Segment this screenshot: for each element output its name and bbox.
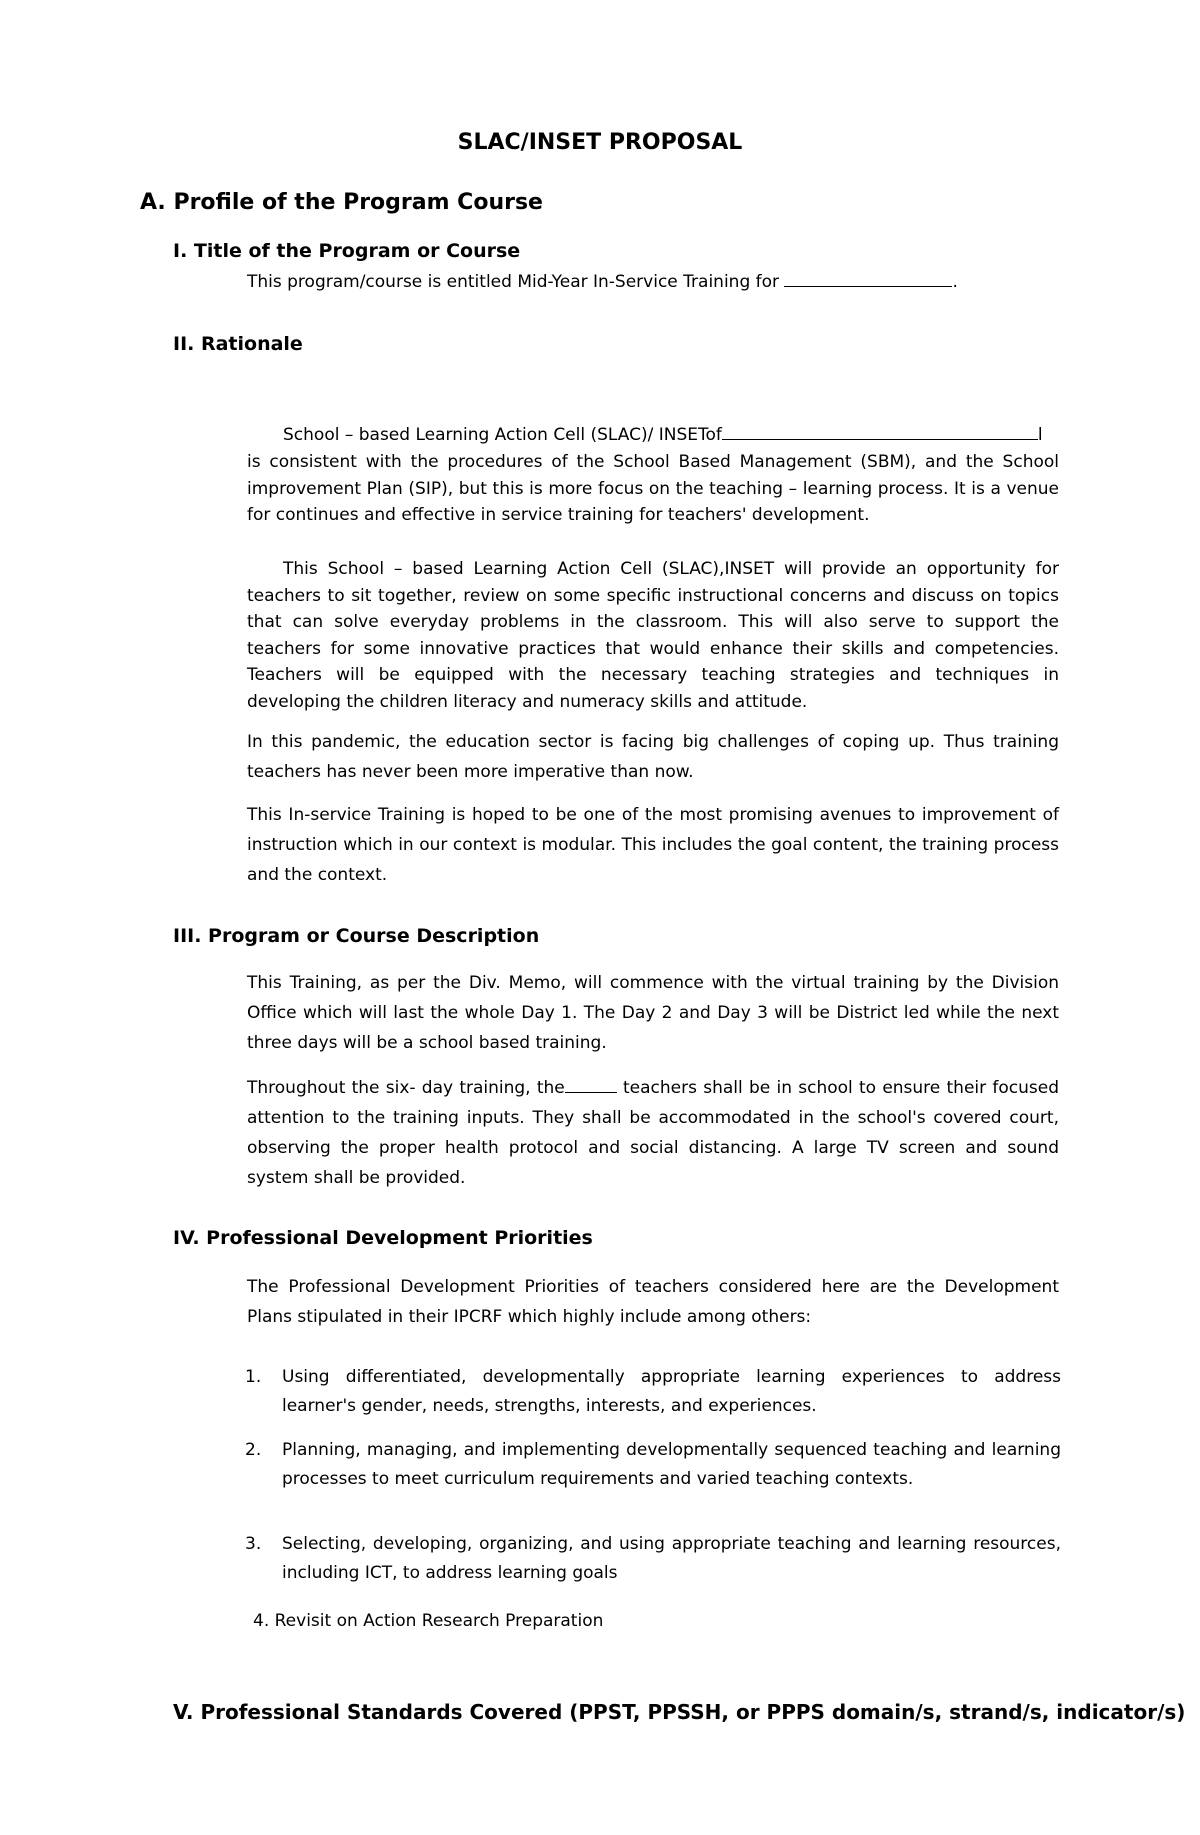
teachers-blank <box>565 1078 617 1093</box>
list-item-4: 4. Revisit on Action Research Preparation <box>253 1611 604 1631</box>
program-title-sentence <box>247 272 958 292</box>
priorities-intro: The Professional Development Priorities of teachers considered here are the Development Plans stipulated in their IPCRF which highly include among others: <box>247 1277 1059 1327</box>
rationale-first-text: School – based Learning Action Cell (SLAC)/ INSETof <box>283 425 722 445</box>
rationale-blank <box>722 425 1038 440</box>
list-item <box>245 1363 1061 1421</box>
program-title-blank <box>784 272 952 287</box>
program-title-text: This program/course is entitled Mid-Year In-Service Training for <box>247 272 780 292</box>
list-item-number: 3. <box>245 1534 262 1554</box>
rationale-paragraph-1: is consistent with the procedures of the School Based Management (SBM), and the School improvement Plan (SIP), but this is more focus on the teaching – learning process. It is a venue for continues and effective in service training for teachers' development. <box>247 452 1059 525</box>
description-p2-rest: teachers shall be in school to ensure their focused attention to the training inputs. They shall be accommodated in the school's covered court, observing the proper health protocol and social distancing. A large TV screen and sound system shall be provided. <box>247 1078 1059 1188</box>
document-title: SLAC/INSET PROPOSAL <box>457 130 743 155</box>
rationale-paragraph-2: This School – based Learning Action Cell (SLAC),INSET will provide an opportunity for teachers to sit together, review on some specific instructional concerns and discuss on topics that can solve everyday problems in the classroom. This will also serve to support the teachers for some innovative practices that would enhance their skills and competencies. Teachers will be equipped with the necessary teaching strategies and techniques in developing the children literacy and numeracy skills and attitude. <box>247 559 1059 712</box>
section-4-heading: IV. Professional Development Priorities <box>173 1227 593 1249</box>
section-2-heading: II. Rationale <box>173 333 303 355</box>
rationale-paragraph-4: This In-service Training is hoped to be one of the most promising avenues to improvement of instruction which in our context is modular. This includes the goal content, the training process and the context. <box>247 805 1059 885</box>
list-item <box>245 1530 1061 1588</box>
description-paragraph-1: This Training, as per the Div. Memo, will commence with the virtual training by the Division Office which will last the whole Day 1. The Day 2 and Day 3 will be District led while the next three days will be a school based training. <box>247 973 1059 1053</box>
list-item-text: Selecting, developing, organizing, and using appropriate teaching and learning resources, including ICT, to address learning goals <box>282 1534 1061 1583</box>
section-a-heading: A. Profile of the Program Course <box>140 190 543 215</box>
description-p2-start: Throughout the six- day training, the <box>247 1078 565 1098</box>
list-item-text: Using differentiated, developmentally appropriate learning experiences to address learner's gender, needs, strengths, interests, and experiences. <box>282 1367 1061 1416</box>
rationale-first-line <box>283 425 1043 445</box>
description-paragraph-2 <box>247 1073 1059 1193</box>
list-item-text: Planning, managing, and implementing developmentally sequenced teaching and learning processes to meet curriculum requirements and varied teaching contexts. <box>282 1440 1061 1489</box>
rationale-paragraph-3: In this pandemic, the education sector is facing big challenges of coping up. Thus training teachers has never been more imperative than now. <box>247 732 1059 782</box>
section-3-heading: III. Program or Course Description <box>173 925 540 947</box>
list-item-number: 1. <box>245 1367 262 1387</box>
list-item <box>245 1436 1061 1494</box>
section-5-heading: V. Professional Standards Covered (PPST, PPSSH, or PPPS domain/s, strand/s, indicator/s) <box>173 1700 1186 1724</box>
program-title-period: . <box>952 272 958 292</box>
list-item-number: 2. <box>245 1440 262 1460</box>
section-1-heading: I. Title of the Program or Course <box>173 240 521 262</box>
rationale-first-end: l <box>1037 425 1043 445</box>
